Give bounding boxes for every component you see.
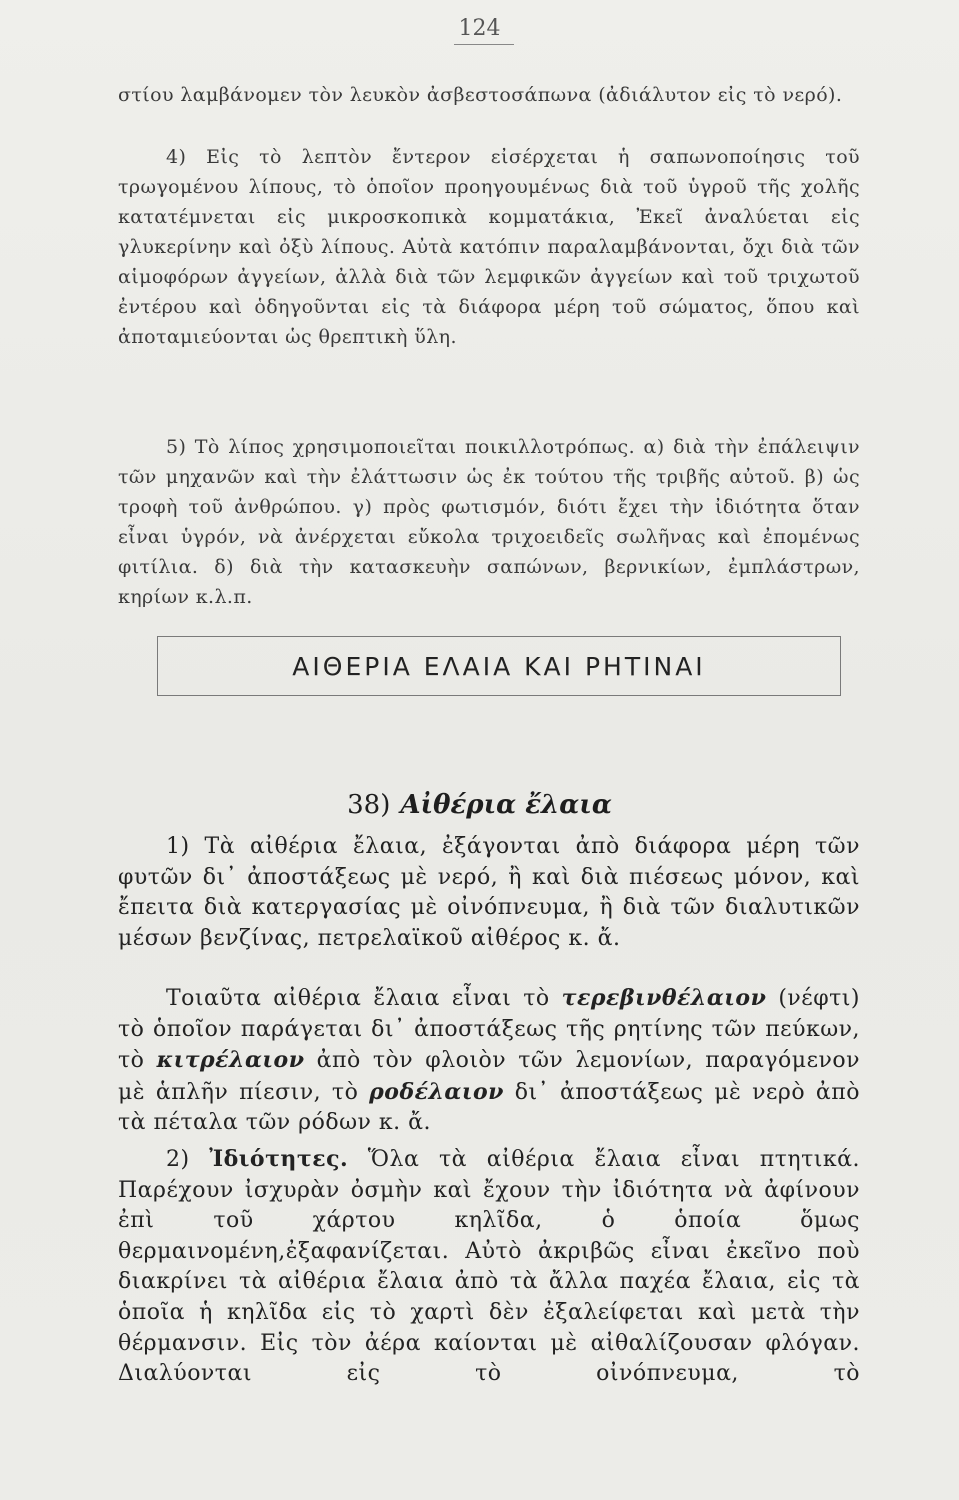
text-run: Ὅλα τὰ αἰθέρια ἔλαια εἶναι πτητικά. Παρέχουν ἰσχυρὰν ὀσμὴν καὶ ἔχουν τὴν ἰδιότητα νὰ ἀφίνουν ἐπὶ τοῦ χάρτου κηλῖδα, ὁ ὁποία ὅμως θερμαινομένη,ἐξαφανίζεται. Αὐτὸ ἀκριβῶς εἶναι ἐκεῖνο ποὺ διακρίνει τὰ αἰθέρια ἔλαια ἀπὸ τὰ ἄλλα παχέα ἔλαια, εἰς τὰ ὁποῖα ἡ κηλῖδα εἰς τὸ χαρτὶ δὲν ἐξαλείφεται καὶ μετὰ τὴν θέρμανσιν. Εἰς τὸν ἀέρα καίονται μὲ αἰθαλίζουσαν φλόγαν. Διαλύονται εἰς τὸ οἰνόπνευμα, τὸ [118,1147,860,1387]
term-rose-oil: ροδέλαιον [369,1078,504,1105]
section-title [0,790,959,820]
page-number: 124 [458,16,501,41]
properties-heading: Ἰδιότητες. [209,1146,349,1172]
text-run: 2) [166,1147,210,1172]
body-paragraph-1: 1) Τὰ αἰθέρια ἔλαια, ἐξάγονται ἀπὸ διάφορα μέρη τῶν φυτῶν δι᾽ ἀποστάξεως μὲ νερό, ἢ καὶ διὰ πιέσεως μόνον, καὶ ἔπειτα διὰ κατεργασίας μὲ οἰνόπνευμα, ἢ διὰ τῶν διαλυτικῶν μέσων βενζίνας, πετρελαϊκοῦ αἰθέρος κ. ἄ. [118,834,860,951]
body-paragraph-2 [118,983,860,1139]
section-name: Αἰθέρια ἔλαια [400,790,612,820]
paragraph-4: 4) Εἰς τὸ λεπτὸν ἔντερον εἰσέρχεται ἡ σαπωνοποίησις τοῦ τρωγομένου λίπους, τὸ ὁποῖον προηγουμένως διὰ τοῦ ὑγροῦ τῆς χολῆς κατατέμνεται εἰς μικροσκοπικὰ κομματάκια, Ἐκεῖ ἀναλύεται εἰς γλυκερίνην καὶ ὀξὺ λίπους. Αὐτὰ κατόπιν παραλαμβάνονται, ὄχι διὰ τῶν αἱμοφόρων ἀγγείων, ἀλλὰ διὰ τῶν λεμφικῶν ἀγγείων καὶ τοῦ τριχωτοῦ ἐντέρου καὶ ὁδηγοῦνται εἰς τὰ διάφορα μέρη τοῦ σώματος, ὅπου καὶ ἀποταμιεύονται ὡς θρεπτικὴ ὕλη. [118,146,860,348]
text-run: δι᾽ ἀποστάξεως μὲ νερὸ ἀπὸ τὰ πέταλα τῶν ρόδων κ. ἄ. [118,1079,860,1136]
text-run: Τοιαῦτα αἰθέρια ἔλαια εἶναι τὸ [166,986,562,1011]
section-number: 38) [347,790,391,820]
chapter-heading: ΑΙΘΕΡΙΑ ΕΛΑΙΑ ΚΑΙ ΡΗΤΙΝΑΙ [292,651,706,681]
text-run: (νέφτι) τὸ ὁποῖον παράγεται δι᾽ ἀποστάξεως τῆς ρητίνης τῶν πεύκων, τὸ [118,986,860,1074]
page-number-rule [454,44,514,45]
term-turpentine: τερεβινθέλαιον [561,985,767,1011]
term-lemon-oil: κιτρέλαιον [156,1047,305,1074]
body-paragraph-3 [118,1144,860,1390]
paragraph-5: 5) Τὸ λίπος χρησιμοποιεῖται ποικιλλοτρόπως. α) διὰ τὴν ἐπάλειψιν τῶν μηχανῶν καὶ τὴν ἐλάττωσιν ὡς ἐκ τούτου τῆς τριβῆς αὐτοῦ. β) ὡς τροφὴ τοῦ ἀνθρώπου. γ) πρὸς φωτισμόν, διότι ἔχει τὴν ἰδιότητα ὅταν εἶναι ὑγρόν, νὰ ἀνέρχεται εὔκολα τριχοειδεῖς σωλῆνας καὶ ἐπομένως φιτίλια. δ) διὰ τὴν κατασκευὴν σαπώνων, βερνικίων, ἐμπλάστρων, κηρίων κ.λ.π. [118,436,860,608]
text-run: ἀπὸ τὸν φλοιὸν τῶν λεμονίων, παραγόμενον μὲ ἁπλῆν πίεσιν, τὸ [118,1048,860,1105]
continued-paragraph: στίου λαμβάνομεν τὸν λευκὸν ἀσβεστοσάπωνα (ἀδιάλυτον εἰς τὸ νερό). [118,84,843,106]
chapter-heading-box [157,636,841,696]
